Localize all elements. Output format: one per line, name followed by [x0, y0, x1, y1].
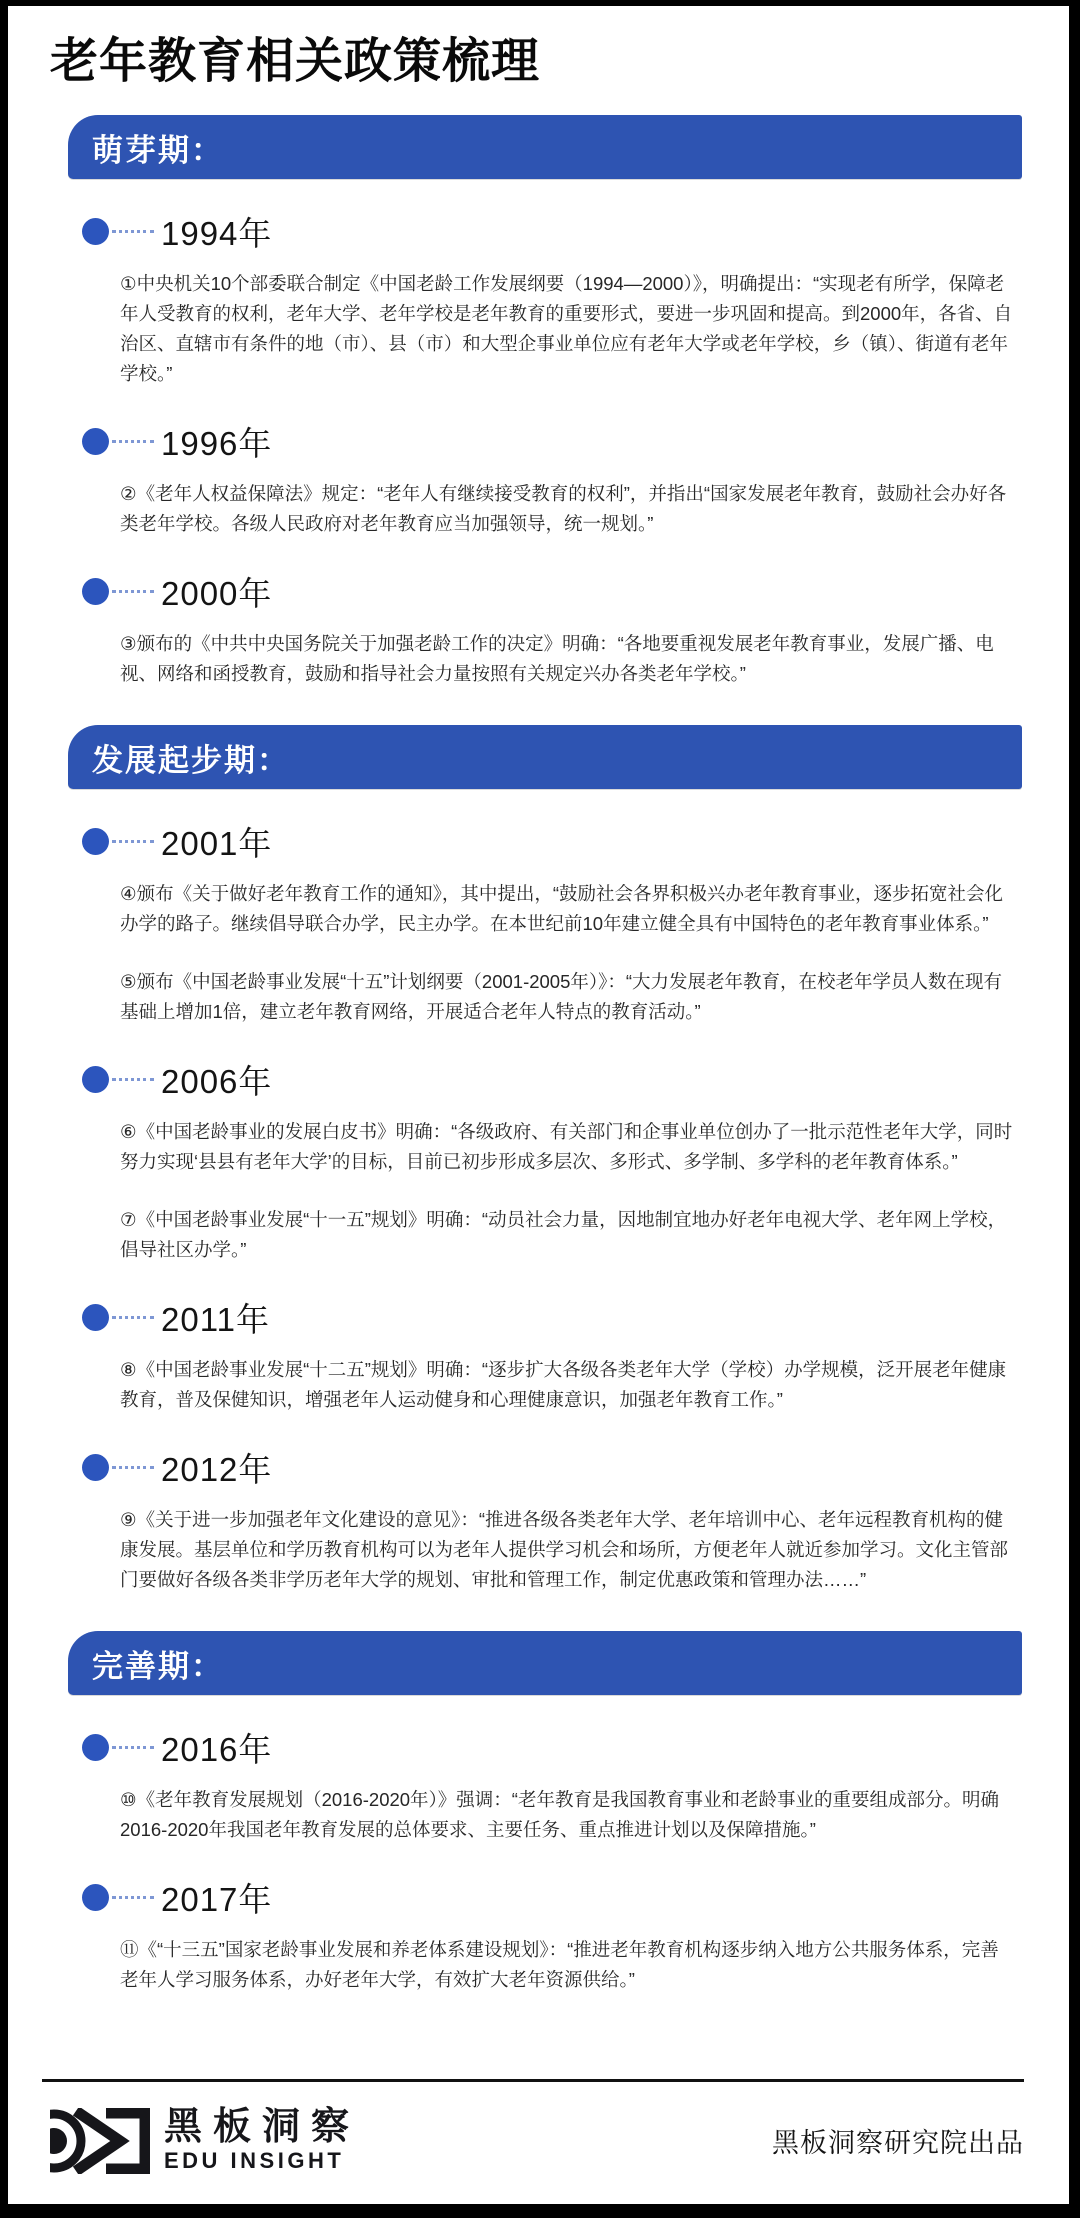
timeline-dot — [82, 1884, 109, 1911]
policy-paragraph: ⑥《中国老龄事业的发展白皮书》明确：“各级政府、有关部门和企事业单位创办了一批示范性老年大学，同时努力实现‘县县有老年大学’的目标，目前已初步形成多层次、多形式、多学制、多学科的老年教育体系。” — [120, 1121, 1013, 1173]
section-items — [8, 211, 1069, 689]
policy-paragraph: ⑩《老年教育发展规划（2016-2020年）》强调：“老年教育是我国教育事业和老龄事业的重要组成部分。明确2016-2020年我国老年教育发展的总体要求、主要任务、重点推进计划以及保障措施。” — [120, 1789, 999, 1841]
timeline-item — [8, 1059, 1069, 1265]
item-paragraphs — [8, 269, 1069, 389]
item-paragraphs — [8, 1117, 1069, 1265]
timeline-dot — [82, 1066, 109, 1093]
timeline-dot — [82, 428, 109, 455]
timeline-year: 2012年 — [161, 1450, 273, 1488]
timeline-year: 1994年 — [161, 214, 273, 252]
timeline-item — [8, 1727, 1069, 1845]
timeline-section — [8, 725, 1069, 1595]
timeline-item — [8, 821, 1069, 1027]
year-row — [8, 211, 1069, 251]
year-row — [8, 1059, 1069, 1099]
policy-paragraph: ②《老年人权益保障法》规定：“老年人有继续接受教育的权利”，并指出“国家发展老年教育，鼓励社会办好各类老年学校。各级人民政府对老年教育应当加强领导，统一规划。” — [120, 483, 1007, 535]
brand-text — [164, 2105, 361, 2174]
timeline-dot — [82, 578, 109, 605]
item-paragraphs — [8, 1505, 1069, 1595]
policy-paragraph: ⑨《关于进一步加强老年文化建设的意见》：“推进各级各类老年大学、老年培训中心、老年远程教育机构的健康发展。基层单位和学历教育机构可以为老年人提供学习机会和场所，方便老年人就近参加学习。文化主管部门要做好各级各类非学历老年大学的规划、审批和管理工作，制定优惠政策和管理办法……” — [120, 1509, 1009, 1591]
dotted-connector — [112, 840, 154, 843]
dotted-connector — [112, 1316, 154, 1319]
timeline-item — [8, 421, 1069, 539]
item-paragraphs — [8, 1785, 1069, 1845]
timeline-item — [8, 1877, 1069, 1995]
section-items — [8, 821, 1069, 1595]
policy-paragraph: ③颁布的《中共中央国务院关于加强老龄工作的决定》明确：“各地要重视发展老年教育事业，发展广播、电视、网络和函授教育，鼓励和指导社会力量按照有关规定兴办各类老年学校。” — [120, 633, 994, 685]
year-row — [8, 1727, 1069, 1767]
dotted-connector — [112, 1896, 154, 1899]
item-paragraphs — [8, 629, 1069, 689]
footer-credit: 黑板洞察研究院出品 — [772, 2128, 1024, 2159]
policy-paragraph: ⑦《中国老龄事业发展“十一五”规划》明确：“动员社会力量，因地制宜地办好老年电视大学、老年网上学校，倡导社区办学。” — [120, 1209, 1007, 1261]
phase-banner-label: 萌芽期： — [92, 132, 224, 168]
phase-banner-label: 发展起步期： — [92, 742, 290, 778]
timeline-sections — [8, 89, 1069, 1995]
policy-paragraph: ⑧《中国老龄事业发展“十二五”规划》明确：“逐步扩大各级各类老年大学（学校）办学规模，泛开展老年健康教育，普及保健知识，增强老年人运动健身和心理健康意识，加强老年教育工作。” — [120, 1359, 1007, 1411]
year-row — [8, 571, 1069, 611]
dotted-connector — [112, 590, 154, 593]
policy-paragraph: ⑤颁布《中国老龄事业发展“十五”计划纲要（2001-2005年）》：“大力发展老年教育，在校老年学员人数在现有基础上增加1倍，建立老年教育网络，开展适合老年人特点的教育活动。” — [120, 971, 1003, 1023]
phase-banner-label: 完善期： — [92, 1648, 224, 1684]
timeline-year: 2017年 — [161, 1880, 273, 1918]
dotted-connector — [112, 1466, 154, 1469]
item-paragraphs — [8, 1935, 1069, 1995]
dotted-connector — [112, 440, 154, 443]
timeline-dot — [82, 1304, 109, 1331]
dotted-connector — [112, 230, 154, 233]
item-paragraphs — [8, 479, 1069, 539]
timeline-dot — [82, 1734, 109, 1761]
year-row — [8, 421, 1069, 461]
year-row — [8, 1447, 1069, 1487]
brand-name-cn: 黑板洞察 — [164, 2105, 361, 2148]
timeline-year: 2001年 — [161, 824, 273, 862]
timeline-dot — [82, 828, 109, 855]
brand-name-en: EDU INSIGHT — [164, 2147, 345, 2173]
item-paragraphs — [8, 879, 1069, 1027]
timeline-year: 2006年 — [161, 1062, 273, 1100]
timeline-dot — [82, 1454, 109, 1481]
timeline-section — [8, 1631, 1069, 1995]
policy-paragraph: ④颁布《关于做好老年教育工作的通知》，其中提出，“鼓励社会各界积极兴办老年教育事业，逐步拓宽社会化办学的路子。继续倡导联合办学，民主办学。在本世纪前10年建立健全具有中国特色的老年教育事业体系。” — [120, 883, 1003, 935]
policy-paragraph: ⑪《“十三五”国家老龄事业发展和养老体系建设规划》：“推进老年教育机构逐步纳入地方公共服务体系，完善老年人学习服务体系，办好老年大学，有效扩大老年资源供给。” — [120, 1939, 999, 1991]
brand-logo — [50, 2105, 361, 2174]
timeline-item — [8, 211, 1069, 389]
section-items — [8, 1727, 1069, 1995]
timeline-year: 2000年 — [161, 574, 273, 612]
timeline-year: 2011年 — [161, 1300, 270, 1338]
item-paragraphs — [8, 1355, 1069, 1415]
policy-paragraph: ①中央机关10个部委联合制定《中国老龄工作发展纲要（1994—2000）》，明确提出：“实现老有所学，保障老年人受教育的权利，老年大学、老年学校是老年教育的重要形式，要进一步巩固和提高。到2000年，各省、自治区、直辖市有条件的地（市）、县（市）和大型企事业单位应有老年大学或老年学校，乡（镇）、街道有老年学校。” — [120, 273, 1013, 385]
eye-logo-icon — [50, 2108, 150, 2174]
timeline-item — [8, 1447, 1069, 1595]
year-row — [8, 1297, 1069, 1337]
phase-banner — [68, 725, 1022, 789]
page-title: 老年教育相关政策梳理 — [50, 35, 541, 88]
content-area — [8, 6, 1069, 2204]
timeline-year: 1996年 — [161, 424, 273, 462]
phase-banner — [68, 1631, 1022, 1695]
timeline-item — [8, 571, 1069, 689]
timeline-section — [8, 115, 1069, 689]
timeline-item — [8, 1297, 1069, 1415]
dotted-connector — [112, 1746, 154, 1749]
year-row — [8, 821, 1069, 861]
phase-banner — [68, 115, 1022, 179]
dotted-connector — [112, 1078, 154, 1081]
timeline-year: 2016年 — [161, 1730, 273, 1768]
footer — [8, 2079, 1069, 2204]
footer-row — [42, 2082, 1024, 2204]
timeline-dot — [82, 218, 109, 245]
year-row — [8, 1877, 1069, 1917]
